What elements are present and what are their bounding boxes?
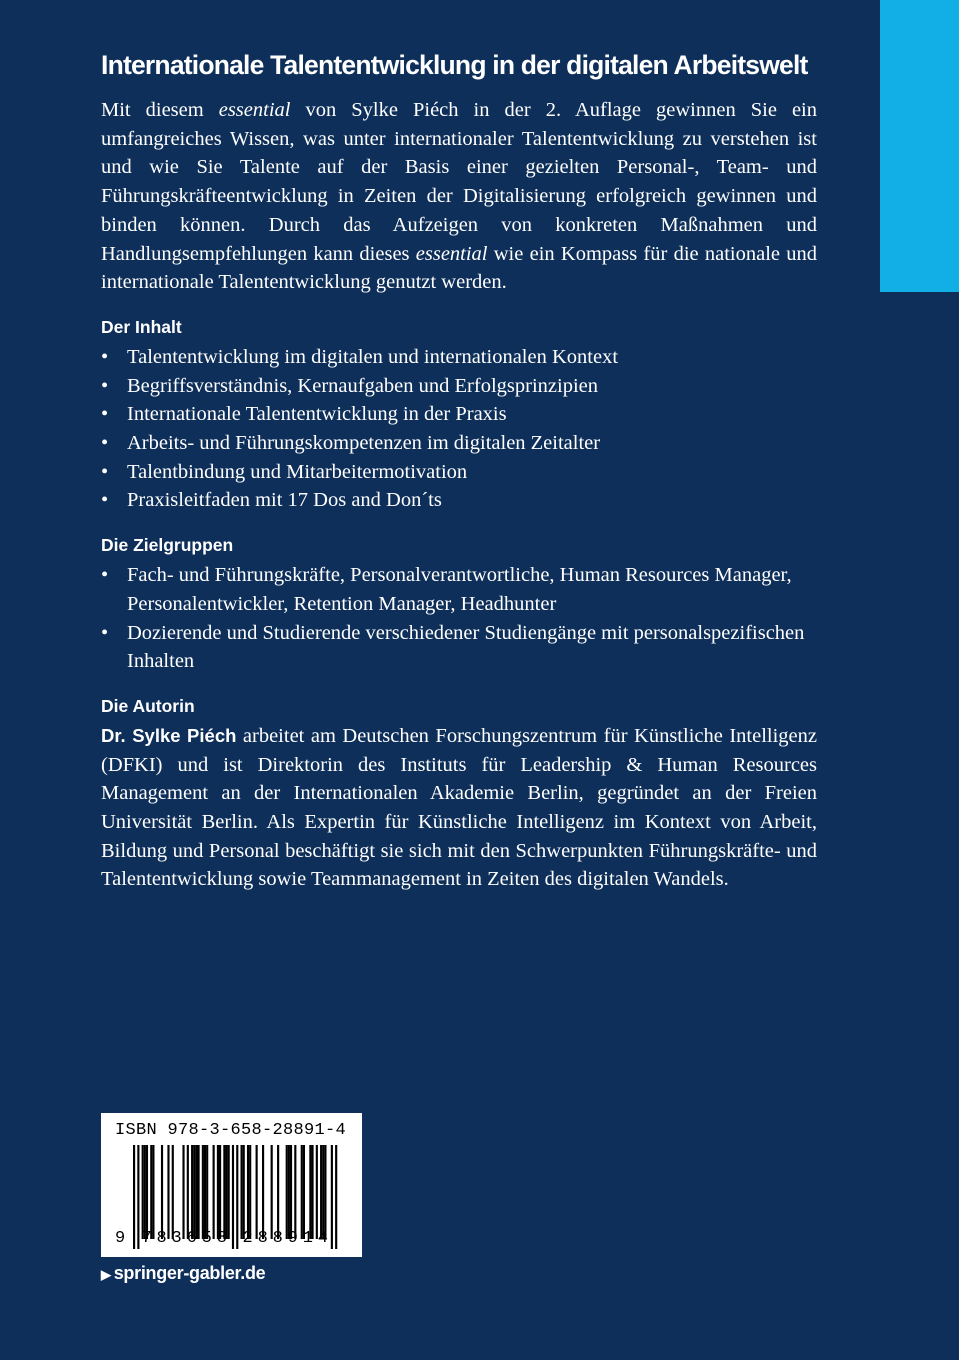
barcode-digit: 7 — [141, 1229, 152, 1248]
bullet-icon: • — [101, 489, 109, 512]
barcode-bar — [198, 1145, 200, 1239]
barcode-bar — [290, 1145, 292, 1239]
barcode-bar — [322, 1145, 324, 1239]
bullet-icon: • — [101, 621, 109, 644]
zielgruppen-list — [101, 561, 817, 676]
barcode-digit: 8 — [272, 1229, 283, 1248]
barcode-bar — [144, 1145, 146, 1239]
intro-text-1: Mit diesem — [101, 99, 219, 121]
barcode-digit: 8 — [156, 1229, 167, 1248]
barcode-bar — [294, 1145, 296, 1239]
barcode-bar — [161, 1145, 163, 1239]
barcode-bar — [228, 1145, 230, 1239]
barcode-bar — [193, 1145, 195, 1239]
barcode-bar — [146, 1145, 148, 1239]
barcode-digit: 2 — [242, 1229, 253, 1248]
bullet-icon: • — [101, 564, 109, 587]
barcode-bar — [271, 1145, 273, 1239]
barcode-bar — [191, 1145, 193, 1239]
autorin-heading: Die Autorin — [101, 695, 195, 716]
barcode-bar — [152, 1145, 154, 1239]
list-item — [101, 561, 817, 618]
back-cover-content — [101, 46, 817, 894]
barcode-bar — [262, 1145, 264, 1239]
barcode-bar — [249, 1145, 251, 1239]
accent-bar — [880, 0, 959, 292]
list-item-text: Praxisleitfaden mit 17 Dos and Don´ts — [127, 489, 442, 512]
barcode-bar — [247, 1145, 249, 1239]
list-item-text: Fach- und Führungskräfte, Personalverantwortliche, Human Resources Manager, Personalentwickler, Retention Manager, Headhunter — [127, 564, 792, 615]
list-item — [101, 429, 817, 458]
list-item-text: Begriffsverständnis, Kernaufgaben und Erfolgsprinzipien — [127, 374, 598, 397]
barcode-digit: 8 — [257, 1229, 268, 1248]
barcode-bar — [172, 1145, 174, 1239]
barcode-bar — [182, 1145, 184, 1239]
bullet-icon: • — [101, 460, 109, 483]
author-name: Dr. Sylke Piéch — [101, 724, 237, 746]
list-item — [101, 458, 817, 487]
barcode-bar — [256, 1145, 258, 1239]
author-paragraph — [101, 722, 817, 894]
barcode-bar — [316, 1145, 318, 1239]
barcode-bar — [223, 1145, 225, 1239]
barcode-bar — [243, 1145, 245, 1239]
publisher-link-text: springer-gabler.de — [113, 1263, 266, 1283]
zielgruppen-heading: Die Zielgruppen — [101, 535, 234, 556]
list-item — [101, 400, 817, 429]
barcode-digit: 1 — [302, 1229, 313, 1248]
barcode-bar — [303, 1145, 305, 1239]
inhalt-heading: Der Inhalt — [101, 316, 182, 337]
list-item — [101, 372, 817, 401]
publisher-link[interactable] — [101, 1263, 265, 1284]
barcode-digit: 3 — [171, 1229, 182, 1248]
list-item-text: Talententwicklung im digitalen und internationalen Kontext — [127, 345, 619, 368]
barcode-digit: 5 — [201, 1229, 212, 1248]
list-item-text: Dozierende und Studierende verschiedener Studiengänge mit personalspezifischen Inhalten — [127, 621, 805, 673]
intro-emphasis-1: essential — [218, 99, 291, 121]
inhalt-list — [101, 343, 817, 515]
barcode-bar — [241, 1145, 243, 1239]
bullet-icon: • — [101, 432, 109, 455]
bullet-icon: • — [101, 345, 109, 368]
barcode-digit: 6 — [186, 1229, 197, 1248]
barcode-digit: 9 — [115, 1229, 126, 1248]
barcode-digit: 9 — [287, 1229, 298, 1248]
list-item-text: Internationale Talententwicklung in der Praxis — [127, 403, 507, 426]
intro-emphasis-2: essential — [415, 242, 488, 265]
list-item — [101, 343, 817, 372]
barcode-bar — [309, 1145, 311, 1239]
barcode-bar — [311, 1145, 313, 1239]
list-item — [101, 619, 817, 676]
list-item — [101, 486, 817, 515]
barcode-bar — [301, 1145, 303, 1239]
author-bio: arbeitet am Deutschen Forschungszentrum für Künstliche Intelligenz (DFKI) und ist Direktorin des Instituts für Leadership & Human Resources Management an der Internationalen Akademie Berlin, gegründet an der Freien Universität Berlin. Als Expertin für Künstliche Intelligenz im Kontext von Arbeit, Bildung und Personal beschäftigt sie sich mit den Schwerpunkten Führungskräfte- und Talententwicklung sowie Teammanagement in Zeiten des digitalen Wandels. — [101, 724, 817, 891]
barcode-bar — [213, 1145, 215, 1239]
bullet-icon: • — [101, 403, 109, 426]
bullet-icon: • — [101, 374, 109, 397]
barcode-bar — [204, 1145, 206, 1239]
barcode-bar — [217, 1145, 219, 1239]
barcode-bar — [187, 1145, 189, 1239]
barcode-bar — [320, 1145, 322, 1239]
intro-text-2: von Sylke Piéch in der 2. Auflage gewinnen Sie ein umfangreiches Wissen, was unter internationaler Talententwicklung zu verstehen ist und wie Sie Talente auf der Basis einer gezielten Personal-, Team- und Führungskräfteentwicklung in Zeiten der Digitalisierung erfolgreich gewinnen und binden können. Durch das Aufzeigen von konkreten Maßnahmen und Handlungsempfehlungen kann dieses — [101, 99, 817, 265]
barcode-bar — [202, 1145, 204, 1239]
barcode-bar — [142, 1145, 144, 1239]
arrow-right-icon: ▶ — [101, 1267, 111, 1282]
intro-text-3: wie ein Kompass für die nationale und internationale Talententwicklung genutzt werden. — [101, 242, 817, 294]
barcode-bar — [167, 1145, 169, 1239]
list-item-text: Arbeits- und Führungskompetenzen im digitalen Zeitalter — [127, 432, 601, 455]
list-item-text: Talentbindung und Mitarbeitermotivation — [127, 460, 468, 483]
intro-paragraph — [101, 96, 817, 297]
isbn-label: ISBN 978-3-658-28891-4 — [115, 1121, 347, 1140]
barcode-digit: 8 — [216, 1229, 227, 1248]
barcode-bar — [195, 1145, 197, 1239]
barcode-bar — [225, 1145, 227, 1239]
barcode-bar — [288, 1145, 290, 1239]
barcode-bar — [206, 1145, 208, 1239]
barcode-bar — [286, 1145, 288, 1239]
page-title: Internationale Talententwicklung in der digitalen Arbeitswelt — [101, 50, 808, 80]
barcode-bar — [277, 1145, 279, 1239]
barcode-bar — [219, 1145, 221, 1239]
barcode-digit: 4 — [317, 1229, 328, 1248]
barcode-digits — [101, 1229, 362, 1253]
barcode-bar — [150, 1145, 152, 1239]
isbn-barcode — [101, 1113, 362, 1257]
barcode-bar — [324, 1145, 326, 1239]
